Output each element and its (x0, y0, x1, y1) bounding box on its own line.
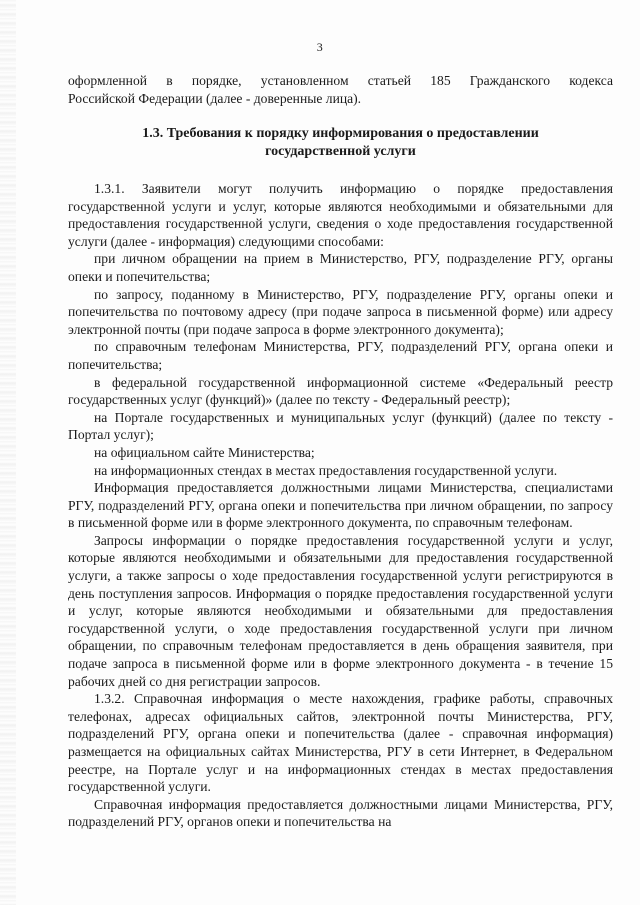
paragraph: в федеральной государственной информационной системе «Федеральный реестр государственных услуг (функций)» (далее по тексту - Федеральный реестр); (68, 374, 613, 408)
page-number: 3 (316, 40, 324, 54)
section-heading (68, 125, 613, 161)
paragraph: на официальном сайте Министерства; (94, 444, 315, 460)
paragraph: 1.3.2. Справочная информация о месте нахождения, графике работы, справочных телефонах, адресах официальных сайтов, электронной почты Министерства, РГУ, подразделений РГУ, органа опеки и попечительства (далее - справочная информация) размещается на официальных сайтах Министерства, РГУ в сети Интернет, в Федеральном реестре, на Портале услуг и на информационных стендах в местах предоставления государственной услуги. (68, 691, 613, 795)
paragraph: Информация предоставляется должностными лицами Министерства, специалистами РГУ, подразделений РГУ, органа опеки и попечительства при личном обращении, по запросу в письменной форме или в форме электронного документа, по справочным телефонам. (68, 480, 613, 531)
section-title-line: 1.3. Требования к порядку информирования о предоставлении (142, 126, 539, 141)
paragraph: на информационных стендах в местах предоставления государственной услуги. (94, 462, 558, 478)
paragraph: 1.3.1. Заявители могут получить информацию о порядке предоставления государственной услуги и услуг, которые являются необходимыми и обязательными для предоставления государственной услуги, сведения о ходе предоставления государственной услуги (далее - информация) следующими способами: (68, 181, 613, 249)
section-title-line: государственной услуги (265, 144, 416, 159)
scan-edge-artifact (0, 0, 16, 905)
section-body (68, 180, 613, 831)
intro-line: Российской Федерации (далее - доверенные лица). (68, 90, 362, 106)
paragraph: по запросу, поданному в Министерство, РГУ, подразделение РГУ, органы опеки и попечительства по почтовому адресу (при подаче запроса в письменной форме) или адресу электронной почты (при подаче запроса в форме электронного документа); (68, 286, 613, 337)
intro-text (68, 72, 613, 107)
paragraph: при личном обращении на прием в Министерство, РГУ, подразделение РГУ, органы опеки и попечительства; (68, 251, 613, 284)
intro-line: оформленной в порядке, установленном статьей 185 Гражданского кодекса (68, 73, 613, 88)
paragraph: Запросы информации о порядке предоставления государственной услуги и услуг, которые являются необходимыми и обязательными для предоставления государственной услуги, а также запросы о ходе предоставления государственной услуги регистрируются в день поступления запросов. Информация о порядке предоставления государственной услуги и услуг, которые являются необходимыми и обязательными для предоставления государственной услуги, о ходе предоставления государственной услуги при личном обращении, по справочным телефонам предоставляется в день обращения заявителя, при подаче запроса в письменной форме или в форме электронного документа - в течение 15 рабочих дней со дня регистрации запросов. (68, 532, 613, 689)
paragraph: Справочная информация предоставляется должностными лицами Министерства, РГУ, подразделений РГУ, органов опеки и попечительства на (68, 796, 613, 830)
paragraph: по справочным телефонам Министерства, РГУ, подразделений РГУ, органа опеки и попечительства; (68, 339, 613, 372)
paragraph: на Портале государственных и муниципальных услуг (функций) (далее по тексту - Портал услуг); (68, 409, 613, 443)
